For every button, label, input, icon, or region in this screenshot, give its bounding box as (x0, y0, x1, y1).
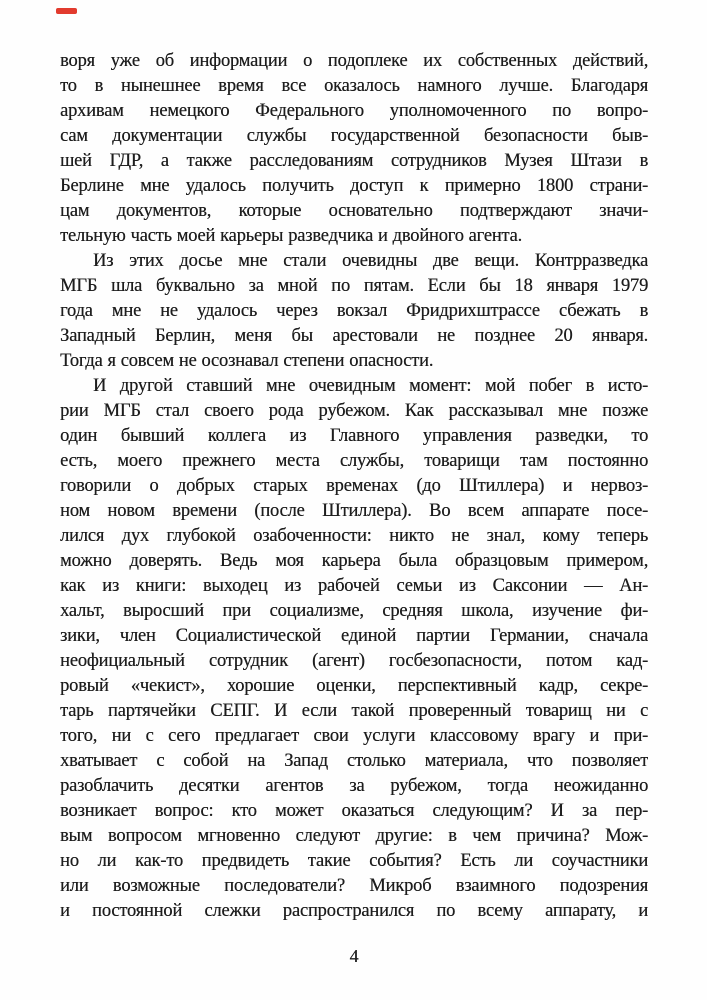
text-line: ровый «чекист», хорошие оценки, перспективный кадр, секре- (60, 676, 648, 696)
text-line: неофициальный сотрудник (агент) госбезопасности, потом кад- (60, 651, 648, 671)
text-line: хватывает с собой на Запад столько материала, что позволяет (60, 751, 648, 771)
text-line: один бывший коллега из Главного управления разведки, то (60, 426, 648, 446)
text-line: сам документации службы государственной безопасности быв- (60, 126, 648, 146)
text-line: или возможные последователи? Микроб взаимного подозрения (60, 876, 648, 896)
text-line: МГБ шла буквально за мной по пятам. Если бы 18 января 1979 (60, 276, 648, 296)
text-line: и постоянной слежки распространился по всему аппарату, и (60, 901, 648, 921)
text-line: но ли как-то предвидеть такие события? Есть ли соучастники (60, 851, 648, 871)
text-line: года мне не удалось через вокзал Фридрихштрассе сбежать в (60, 301, 648, 321)
red-pen-mark (56, 8, 77, 14)
paragraph (60, 49, 648, 249)
text-line: ном новом времени (после Штиллера). Во всем аппарате посе- (60, 501, 648, 521)
paragraph (60, 249, 648, 374)
text-line: можно доверять. Ведь моя карьера была образцовым примером, (60, 551, 648, 571)
text-line: вым вопросом мгновенно следуют другие: в чем причина? Мож- (60, 826, 648, 846)
text-line: архивам немецкого Федерального уполномоченного по вопро- (60, 101, 648, 121)
page-number: 4 (349, 946, 359, 966)
text-line: есть, моего прежнего места службы, товарищи там постоянно (60, 451, 648, 471)
text-line: зики, член Социалистической единой партии Германии, сначала (60, 626, 648, 646)
text-line: хальт, выросший при социализме, средняя школа, изучение фи- (60, 601, 648, 621)
text-line: Западный Берлин, меня бы арестовали не позднее 20 января. (60, 326, 648, 346)
text-line: воря уже об информации о подоплеке их собственных действий, (60, 51, 648, 71)
paragraph (60, 374, 648, 924)
page-text-block (60, 49, 648, 924)
text-line: цам документов, которые основательно подтверждают значи- (60, 201, 648, 221)
text-line: Берлине мне удалось получить доступ к примерно 1800 страни- (60, 176, 648, 196)
text-line: шей ГДР, а также расследованиям сотрудников Музея Штази в (60, 151, 648, 171)
text-line: как из книги: выходец из рабочей семьи из Саксонии — Ан- (60, 576, 648, 596)
text-line: рии МГБ стал своего рода рубежом. Как рассказывал мне позже (60, 401, 648, 421)
text-line: И другой ставший мне очевидным момент: мой побег в исто- (93, 376, 648, 396)
text-line: тарь партячейки СЕПГ. И если такой проверенный товарищ ни с (60, 701, 648, 721)
text-line: Тогда я совсем не осознавал степени опасности. (60, 351, 434, 371)
text-line: то в нынешнее время все оказалось намного лучше. Благодаря (60, 76, 648, 96)
text-line: возникает вопрос: кто может оказаться следующим? И за пер- (60, 801, 648, 821)
text-line: Из этих досье мне стали очевидны две вещи. Контрразведка (93, 251, 648, 271)
text-line: говорили о добрых старых временах (до Штиллера) и нервоз- (60, 476, 648, 496)
text-line: разоблачить десятки агентов за рубежом, тогда неожиданно (60, 776, 648, 796)
text-line: лился дух глубокой озабоченности: никто не знал, кому теперь (60, 526, 648, 546)
text-line: того, ни с сего предлагает свои услуги классовому врагу и при- (60, 726, 648, 746)
text-line: тельную часть моей карьеры разведчика и двойного агента. (60, 226, 522, 246)
